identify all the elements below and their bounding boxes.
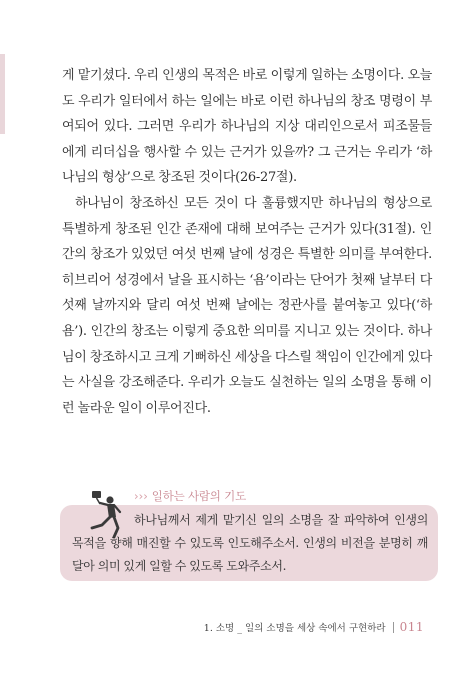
- edge-tab-marker: [0, 54, 5, 134]
- prayer-text: [72, 509, 428, 579]
- page-number: 011: [399, 620, 424, 634]
- chevron-right-icon: ›››: [134, 489, 148, 503]
- prayer-text-body: 하나님께서 제게 맡기신 일의 소명을 잘 파악하여 인생의 목적을 향해 매진할 수 있도록 인도해주소서. 인생의 비전을 분명히 깨달아 의미 있게 일할 수 있도록 도와주소서.: [72, 513, 428, 574]
- footer-divider: [393, 622, 394, 633]
- chapter-title: 1. 소명 _ 일의 소명을 세상 속에서 구현하라: [203, 623, 386, 634]
- paragraph-1: 게 맡기셨다. 우리 인생의 목적은 바로 이렇게 일하는 소명이다. 오늘도 우리가 일터에서 하는 일에는 바로 이런 하나님의 창조 명령이 부여되어 있다. 그러면 우리가 하나님의 지상 대리인으로서 피조물들에게 리더십을 행사할 수 있는 근거가 있을까? 그 근거는 우리가 ‘하나님의 형상’으로 창조된 것이다(26-27절).: [62, 68, 432, 186]
- prayer-section: [60, 488, 438, 581]
- page-footer: [204, 620, 424, 634]
- paragraph-2: 하나님이 창조하신 모든 것이 다 훌륭했지만 하나님의 형상으로 특별하게 창조된 인간 존재에 대해 보여주는 근거가 있다(31절). 인간의 창조가 있었던 여섯 번째 날에 성경은 특별한 의미를 부여한다. 히브리어 성경에서 날을 표시하는 ‘욤’이라는 단어가 첫째 날부터 다섯째 날까지와 달리 여섯 번째 날에는 정관사를 붙여놓고 있다(‘하 욤’). 인간의 창조는 이렇게 중요한 의미를 지니고 있는 것이다. 하나님이 창조하시고 크게 기뻐하신 세상을 다스릴 책임이 인간에게 있다는 사실을 강조해준다. 우리가 오늘도 실천하는 일의 소명을 통해 이런 놀라운 일이 이루어진다.: [62, 195, 432, 416]
- prayer-title: [134, 488, 246, 504]
- body-text: [62, 63, 432, 421]
- prayer-title-label: 일하는 사람의 기도: [151, 489, 246, 503]
